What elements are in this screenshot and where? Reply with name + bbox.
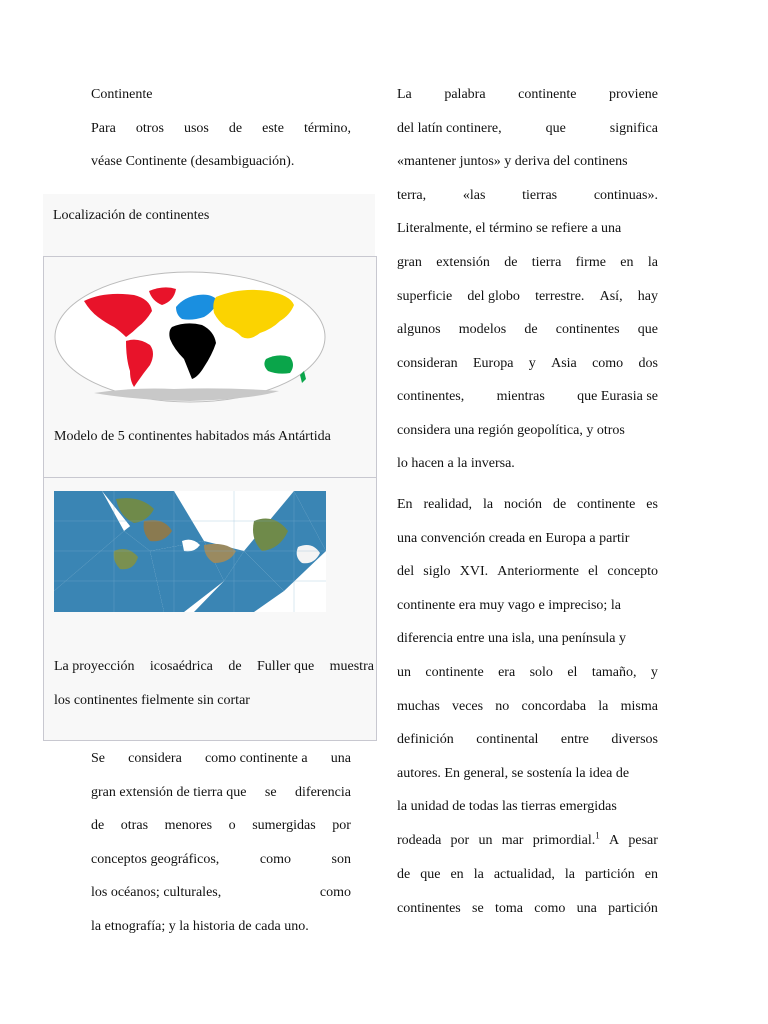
- word: una convención creada en Europa a partir: [397, 530, 630, 546]
- word: hay: [637, 288, 658, 304]
- text-line: [91, 885, 351, 901]
- word: de: [228, 659, 242, 674]
- text-line: [397, 901, 658, 917]
- text-line: [397, 423, 658, 439]
- word: sumergidas: [252, 818, 316, 834]
- word: primordial.: [532, 833, 596, 848]
- word: misma: [620, 698, 658, 714]
- word: Para: [91, 121, 116, 136]
- map2-caption-line-1: [54, 659, 374, 675]
- word: la unidad de todas las tierras emergidas: [397, 799, 617, 815]
- word: que Eurasia se: [577, 389, 658, 405]
- word: modelos: [458, 322, 507, 338]
- word: del globo: [467, 288, 520, 304]
- word: «mantener juntos» y deriva del continens: [397, 154, 628, 170]
- text-line: [91, 818, 351, 834]
- word: mientras: [496, 389, 545, 405]
- word: otros: [135, 121, 164, 136]
- word: la: [482, 497, 494, 512]
- text-line: [397, 389, 658, 405]
- word: «las: [462, 187, 486, 203]
- text-line: [91, 751, 351, 767]
- word: era: [498, 665, 516, 680]
- word: continente: [425, 665, 484, 680]
- word: de: [552, 497, 567, 512]
- text-line: [397, 732, 658, 748]
- fuller-projection-map[interactable]: [54, 491, 326, 612]
- word: gran: [397, 255, 422, 270]
- word: partición: [608, 900, 658, 916]
- word: Literalmente, el término se refiere a una: [397, 221, 622, 237]
- word: son: [331, 851, 351, 867]
- word: La: [397, 87, 412, 102]
- map1-caption: Modelo de 5 continentes habitados más Antártida: [54, 429, 331, 444]
- word: en: [644, 867, 658, 882]
- text-line: [397, 289, 658, 305]
- word: La proyección: [54, 659, 135, 674]
- word: muchas: [397, 698, 440, 714]
- word: considera una región geopolítica, y otros: [397, 423, 625, 438]
- word: Anteriormente: [497, 564, 579, 580]
- text-line: [397, 87, 658, 103]
- text-line: [397, 598, 658, 614]
- word: A: [609, 833, 620, 848]
- text-line: [397, 564, 658, 580]
- right-p2-footnote-line: [397, 830, 658, 849]
- disambig-line-2[interactable]: véase Continente (desambiguación).: [91, 154, 295, 169]
- word: otras: [120, 818, 149, 834]
- word: noción: [503, 497, 543, 512]
- word: se: [472, 900, 484, 916]
- word: superficie: [397, 288, 453, 304]
- word: y: [528, 355, 536, 371]
- text-line: [397, 631, 658, 647]
- word: como: [319, 885, 351, 901]
- word: conceptos geográficos,: [91, 851, 220, 867]
- word: del: [397, 564, 415, 580]
- word: Asia: [551, 355, 577, 371]
- word: de: [504, 255, 518, 270]
- word: terrestre.: [535, 288, 585, 304]
- map2-panel: [43, 477, 377, 646]
- word: diversos: [611, 732, 658, 748]
- word: o: [228, 818, 236, 834]
- word: por: [450, 833, 470, 848]
- word: dos: [638, 355, 658, 371]
- text-line: [397, 356, 658, 372]
- word: continentes,: [397, 389, 465, 405]
- word: rodeada: [397, 833, 442, 848]
- text-line: [397, 221, 658, 237]
- disambig-line-1: [91, 121, 351, 137]
- word: en: [620, 255, 634, 270]
- text-line: [91, 785, 351, 801]
- word: consideran: [397, 355, 458, 371]
- word: XVI.: [459, 564, 489, 580]
- word: un: [478, 833, 493, 848]
- word: terra,: [397, 187, 427, 203]
- text-line: [397, 867, 658, 883]
- word: palabra: [444, 87, 486, 102]
- word: la: [473, 867, 484, 882]
- word: veces: [451, 698, 484, 714]
- word: firme: [575, 255, 606, 270]
- word: entre: [560, 732, 589, 748]
- word: tierra: [531, 255, 562, 270]
- word: pesar: [628, 833, 658, 848]
- word: los océanos; culturales,: [91, 885, 222, 901]
- word: término,: [303, 121, 351, 136]
- word: siglo: [423, 564, 451, 580]
- word: actualidad,: [493, 867, 555, 882]
- word: no: [495, 698, 510, 714]
- word: como continente a: [204, 751, 308, 766]
- word: como: [534, 900, 566, 916]
- word: es: [646, 497, 658, 512]
- text-line: [91, 852, 351, 868]
- word: gran extensión de tierra que: [91, 784, 247, 800]
- word: definición: [397, 732, 454, 748]
- australia-shape: [264, 355, 293, 373]
- text-line: [397, 531, 658, 547]
- text-line: [397, 799, 658, 815]
- panel-header-text: Localización de continentes: [53, 208, 210, 223]
- word: continental: [476, 732, 539, 748]
- word: proviene: [609, 87, 658, 102]
- word: Europa: [472, 355, 514, 371]
- word: este: [262, 121, 284, 136]
- antarctica-shape: [94, 388, 279, 401]
- word: que: [637, 322, 658, 338]
- word: la: [647, 255, 658, 270]
- bottom-left-last-line: la etnografía; y la historia de cada uno.: [91, 919, 309, 934]
- word: y: [650, 665, 658, 680]
- word: realidad,: [423, 497, 473, 512]
- word: usos: [183, 121, 209, 136]
- word: diferencia: [295, 784, 351, 800]
- word: extensión: [436, 255, 490, 270]
- word: que: [420, 867, 441, 882]
- word: en: [450, 867, 464, 882]
- footnote-reference[interactable]: 1: [595, 830, 600, 841]
- text-line: [397, 322, 658, 338]
- word: como: [259, 851, 291, 867]
- word: Se: [91, 751, 105, 766]
- word: diferencia entre una isla, una península y: [397, 631, 626, 647]
- word: Así,: [599, 288, 623, 304]
- word: continente era muy vago e impreciso; la: [397, 597, 621, 613]
- word: continentes: [397, 900, 461, 916]
- word: Fuller que: [257, 659, 315, 674]
- text-line: [397, 255, 658, 271]
- word: icosaédrica: [149, 659, 213, 674]
- text-line: [397, 699, 658, 715]
- word: una: [330, 751, 351, 766]
- right-p1-last-line: lo hacen a la inversa.: [397, 456, 515, 471]
- word: del latín continere,: [397, 120, 502, 136]
- word: continente: [518, 87, 577, 102]
- word: el: [567, 665, 578, 680]
- word: la: [598, 698, 609, 714]
- word: considera: [128, 751, 182, 766]
- word: algunos: [397, 322, 441, 338]
- map2-caption-panel: [43, 644, 377, 741]
- word: de: [91, 818, 105, 834]
- word: de: [397, 867, 411, 882]
- word: En: [397, 497, 413, 512]
- panel-header: [43, 194, 375, 256]
- word: de: [228, 121, 243, 136]
- word: la: [564, 867, 575, 882]
- word: menores: [164, 818, 213, 834]
- word: mar: [501, 833, 524, 848]
- article-title: Continente: [91, 87, 153, 102]
- word: tierras: [522, 187, 558, 203]
- word: partición: [585, 867, 635, 882]
- word: se: [264, 784, 277, 800]
- word: autores. En general, se sostenía la idea de: [397, 765, 630, 781]
- text-line: [397, 154, 658, 170]
- world-continents-map[interactable]: [54, 271, 326, 403]
- text-line: [397, 497, 658, 513]
- word: una: [576, 900, 597, 916]
- text-line: [397, 665, 658, 681]
- word: continente: [577, 497, 636, 512]
- text-line: [397, 121, 658, 137]
- word: solo: [529, 665, 553, 680]
- word: concordaba: [521, 698, 587, 714]
- text-line: [397, 188, 658, 204]
- word: toma: [495, 900, 523, 916]
- word: tamaño,: [591, 665, 637, 680]
- word: de: [524, 322, 538, 338]
- word: el: [588, 564, 599, 580]
- word-with-footnote: [532, 830, 600, 849]
- word: continentes: [555, 322, 620, 338]
- text-line: [397, 766, 658, 782]
- word: continuas».: [593, 187, 658, 203]
- word: muestra: [329, 659, 374, 674]
- map2-caption-line-2: los continentes fielmente sin cortar: [54, 693, 250, 708]
- map1-panel: [43, 256, 377, 479]
- word: significa: [609, 120, 658, 136]
- word: que: [545, 120, 566, 136]
- word: como: [592, 355, 624, 371]
- word: concepto: [607, 564, 658, 580]
- word: por: [332, 818, 351, 834]
- word: un: [397, 665, 411, 680]
